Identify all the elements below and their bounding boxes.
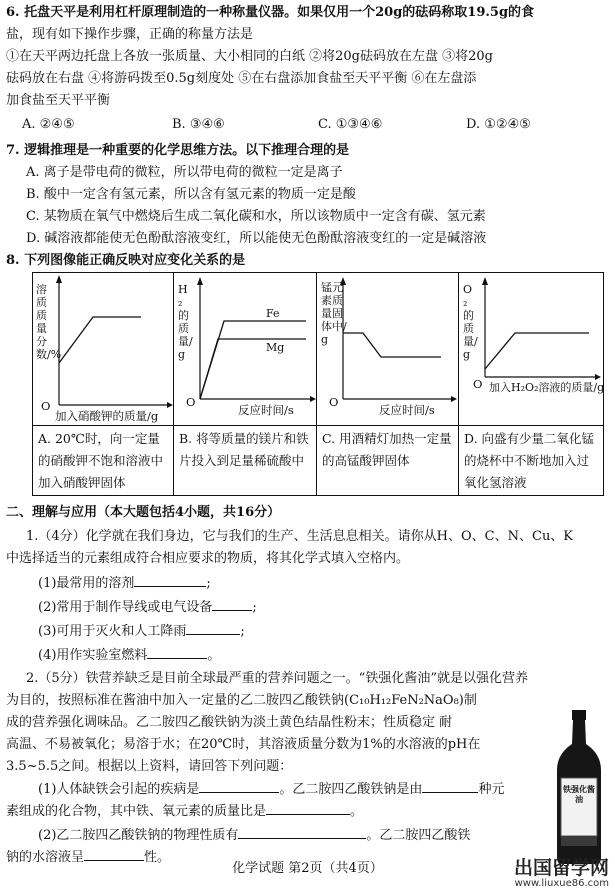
s2-q2-line2: 为目的，按照标准在酱油中加入一定量的乙二胺四乙酸铁钠(C₁₀H₁₂FeN₂NaO₈)制 [6,693,477,708]
chart-a-curve [59,317,141,363]
chart-c-caption: C. 用酒精灯加热一定量的高锰酸钾固体 [317,425,458,474]
chart-b-curve-mg [200,339,306,399]
answer-blank-3[interactable] [186,620,240,635]
chart-a-ylabel: 溶质质量分数/% [36,283,62,361]
s2-q1-line2: 中选择适当的元素组成符合相应要求的物质，将其化学式填入空格内。 [6,551,410,566]
s2-q2-sub1-line2: 素组成的化合物，其中铁、氧元素的质量比是 。 [6,800,363,823]
chart-b-x-arrow [310,396,316,402]
page-footer: 化学试题 第2页（共4页） [232,861,383,876]
watermark-title: 出国留学网 [513,857,609,879]
chart-d-ylabel: O₂的质量/g [463,283,478,361]
chart-a-y-arrow [56,275,62,283]
q6-option-d: D. ①②④⑤ [466,117,531,132]
q8-stem: 8. 下列图像能正确反映对应变化关系的是 [6,253,246,268]
q6-steps-line2: 砝码放在右盘 ④将游码拨至0.5g刻度处 ⑤在右盘添加食盐至天平平衡 ⑥在左盘添 [6,71,477,86]
chart-d-caption: D. 向盛有少量二氧化锰的烧杯中不断地加入过氧化氢溶液 [459,425,603,496]
s2-q2-line4: 高温、不易被氧化；易溶于水；在20℃时，其溶液质量分数为1%的水溶液的pH在 [6,737,481,752]
answer-blank-1[interactable] [134,572,206,587]
watermark-url: www.liuxue86.com [514,878,609,889]
s2-q2-line3: 成的营养强化调味品。乙二胺四乙酸铁钠为淡土黄色结晶性粉末；性质稳定 耐 [6,715,453,730]
chart-b-series-mg: Mg [266,341,285,354]
section2-title: 二、理解与应用（本大题包括4小题，共16分） [6,505,281,520]
chart-b-series-fe: Fe [266,307,280,320]
chart-c-curve [343,333,441,357]
chart-d-origin: O [473,377,483,391]
s2-q1-line1: 1.（4分）化学就在我们身边，它与我们的生产、生活息息相关。请你从H、O、C、N、Cu、K [26,529,574,544]
chart-d-plot [459,273,603,425]
answer-blank-4[interactable] [147,644,207,659]
s2-q2-sub2-line1: (2)乙二胺四乙酸铁钠的物理性质有 。乙二胺四乙酸铁 [38,824,470,847]
s2-q2-line1: 2.（5分）铁营养缺乏是目前全球最严重的营养问题之一。“铁强化酱油”就是以强化营养 [26,671,528,686]
chart-c-xlabel: 反应时间/s [379,403,435,417]
s2-q1-item3: (3)可用于灭火和人工降雨 ; [38,620,245,643]
watermark [513,857,609,892]
chart-a-cell [33,273,174,495]
chart-b-xlabel: 反应时间/s [238,403,294,417]
chart-a-origin: O [41,399,51,413]
chart-b-y-arrow [197,277,203,285]
chart-a-caption: A. 20℃时，向一定量的硝酸钾不饱和溶液中加入硝酸钾固体 [33,425,173,496]
bottle-label: 铁强化酱油 [563,784,595,804]
q6-stem-line1: 6. 托盘天平是利用杠杆原理制造的一种称量仪器。如果仅用一个20g的砝码称取19.5g的食 [6,5,535,20]
q8-chart-table [32,272,604,496]
chart-b-ylabel: H₂的质量/g [178,283,193,361]
s2-q1-item2: (2)常用于制作导线或电气设备 ; [38,596,257,619]
chart-d-curve [485,333,589,369]
q7-stem: 7. 逻辑推理是一种重要的化学思维方法。以下推理合理的是 [6,143,350,158]
s2-q1-item4: (4)用作实验室燃料 。 [38,644,220,667]
chart-a-xlabel: 加入硝酸钾的质量/g [55,409,159,423]
chart-c-ylabel: 锰元素质量固体中/g [321,281,347,346]
q7-option-c: C. 某物质在氧气中燃烧后生成二氧化碳和水，所以该物质中一定含有碳、氢元素 [26,209,486,224]
chart-c-cell [317,273,459,495]
answer-blank-6[interactable] [422,778,478,793]
q6-option-c: C. ①③④⑥ [318,117,383,132]
chart-b-origin: O [186,395,196,409]
q7-option-b: B. 酸中一定含有氢元素，所以含有氢元素的物质一定是酸 [26,187,356,202]
s2-q2-sub2-line2: 钠的水溶液呈 性。 [6,846,170,869]
chart-c-x-arrow [451,396,457,402]
q7-option-d: D. 碱溶液都能使无色酚酞溶液变红，所以能使无色酚酞溶液变红的一定是碱溶液 [26,231,487,246]
s2-q2-sub1-line1: (1)人体缺铁会引起的疾病是 。乙二胺四乙酸铁钠是由 种元 [38,778,504,801]
s2-q2-line5: 3.5~5.5之间。根据以上资料，请回答下列问题： [6,759,293,774]
q6-option-b: B. ③④⑥ [172,117,225,132]
q6-option-a: A. ②④⑤ [22,117,75,132]
chart-d-cell [459,273,603,495]
answer-blank-8[interactable] [238,824,366,839]
chart-b-curve-fe [200,321,306,399]
chart-a-x-arrow [167,402,173,408]
chart-b-caption: B. 将等质量的镁片和铁片投入到足量稀硫酸中 [174,425,316,474]
chart-d-xlabel: 加入H₂O₂溶液的质量/g [489,381,605,394]
soy-sauce-bottle-image [553,708,605,868]
s2-q1-item1: (1)最常用的溶剂 ; [38,572,211,595]
answer-blank-5[interactable] [199,778,279,793]
q6-stem-line2: 盐，现有如下操作步骤，正确的称量方法是 [6,27,254,42]
answer-blank-2[interactable] [212,596,252,611]
chart-c-origin: O [329,395,339,409]
chart-b-cell [174,273,317,495]
q6-steps-line3: 加食盐至天平平衡 [6,93,111,108]
chart-d-y-arrow [482,277,488,285]
answer-blank-7[interactable] [266,800,350,815]
q7-option-a: A. 离子是带电荷的微粒，所以带电荷的微粒一定是离子 [26,165,343,180]
q6-steps-line1: ①在天平两边托盘上各放一张质量、大小相同的白纸 ②将20g砝码放在左盘 ③将20g [6,49,493,64]
